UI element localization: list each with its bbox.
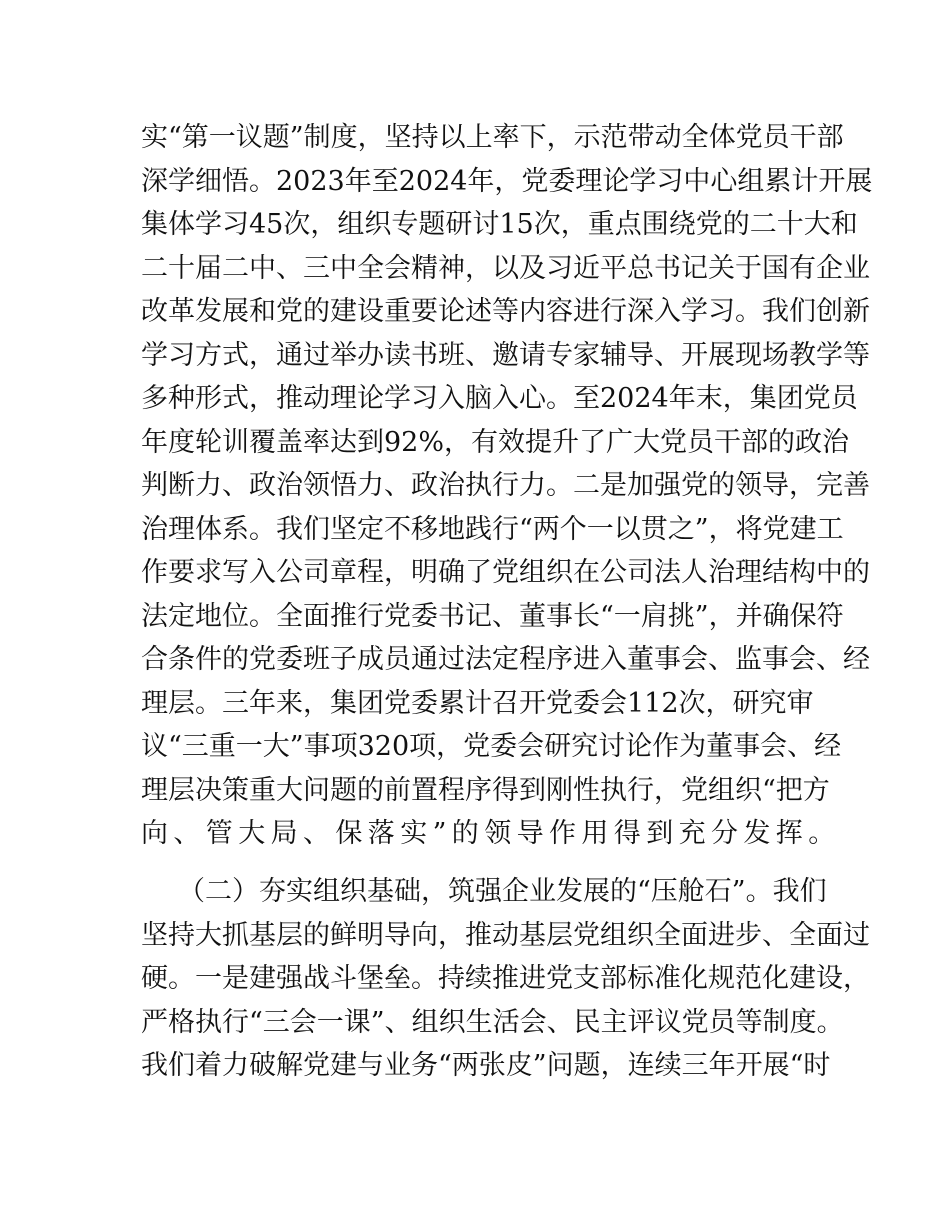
text-line: 理层决策重大问题的前置程序得到刚性执行，党组织“把方 [141,774,830,806]
text-line: 向、管大局、保落实”的领导作用得到充分发挥。 [141,818,841,849]
text-line: 合条件的党委班子成员通过法定程序进入董事会、监事会、经 [141,644,870,675]
text-line: 实“第一议题”制度，坚持以上率下，示范带动全体党员干部 [141,122,844,153]
text-line: 改革发展和党的建设重要论述等内容进行深入学习。我们创新 [141,296,870,327]
text-line: 硬。一是建强战斗堡垒。持续推进党支部标准化规范化建设， [141,963,870,994]
text-line: 严格执行“三会一课”、组织生活会、民主评议党员等制度。 [141,1006,844,1038]
text-line: 我们着力破解党建与业务“两张皮”问题，连续三年开展“时 [141,1050,831,1081]
section-heading-line: （二）夯实组织基础，筑强企业发展的“压舱石”。我们 [178,876,827,907]
text-line: 二十届二中、三中全会精神，以及习近平总书记关于国有企业 [141,252,870,284]
text-line: 深学细悟。2023年至2024年，党委理论学习中心组累计开展 [141,165,873,197]
text-line: 理层。三年来，集团党委累计召开党委会112次，研究审 [141,687,814,719]
text-line: 年度轮训覆盖率达到92%，有效提升了广大党员干部的政治 [141,426,850,458]
text-line: 学习方式，通过举办读书班、邀请专家辅导、开展现场教学等 [141,339,870,371]
text-line: 多种形式，推动理论学习入脑入心。至2024年末，集团党员 [141,383,858,414]
text-line: 坚持大抓基层的鲜明导向，推动基层党组织全面进步、全面过 [141,919,870,951]
text-line: 治理体系。我们坚定不移地践行“两个一以贯之”，将党建工 [141,513,844,545]
text-line: 集体学习45次，组织专题研讨15次，重点围绕党的二十大和 [141,209,858,240]
text-line: 判断力、政治领悟力、政治执行力。二是加强党的领导，完善 [141,470,870,501]
text-line: 法定地位。全面推行党委书记、董事长“一肩挑”，并确保符 [141,600,844,632]
text-line: 作要求写入公司章程，明确了党组织在公司法人治理结构中的 [141,557,870,588]
text-line: 议“三重一大”事项320项，党委会研究讨论作为董事会、经 [141,731,842,762]
